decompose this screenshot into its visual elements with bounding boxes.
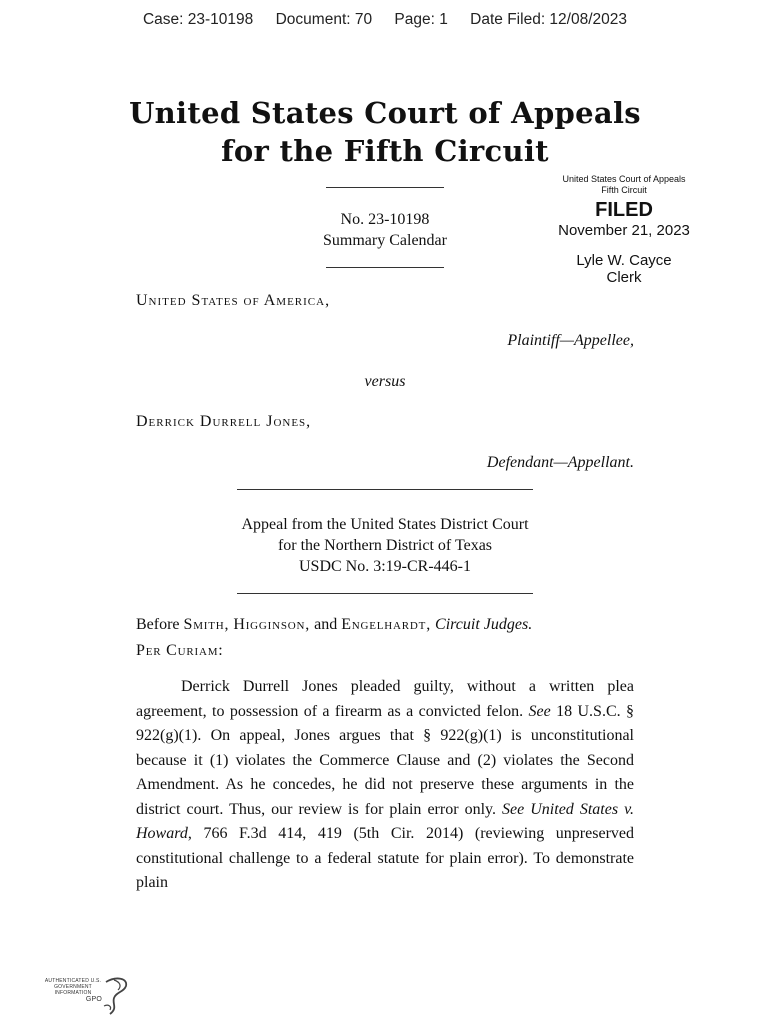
- gpo-authentication-seal: [44, 976, 134, 1018]
- page-number: Page: 1: [394, 11, 448, 28]
- stamp-clerk-title: Clerk: [606, 269, 642, 286]
- opinion-body: [136, 675, 634, 896]
- stamp-court: United States Court of Appeals: [562, 174, 686, 184]
- docket-rule-top: [326, 187, 444, 188]
- docket-calendar: Summary Calendar: [323, 232, 447, 249]
- stamp-clerk-name: Lyle W. Cayce: [576, 252, 672, 269]
- filed-stamp: [548, 174, 700, 287]
- docket-rule-bottom: [326, 267, 444, 268]
- panel-and: and: [314, 616, 338, 633]
- panel-before: Before: [136, 616, 180, 633]
- document-number: Document: 70: [275, 11, 373, 28]
- defendant-role: Defendant—Appellant.: [486, 454, 634, 471]
- appeal-line1: Appeal from the United States District Court: [241, 516, 529, 533]
- stamp-circuit: Fifth Circuit: [601, 185, 647, 195]
- judge-higginson: Higginson,: [233, 616, 311, 633]
- case-number: Case: 23-10198: [142, 11, 254, 28]
- panel-title: Circuit Judges.: [435, 616, 533, 633]
- date-filed: Date Filed: 12/08/2023: [470, 11, 628, 28]
- plaintiff-role: Plaintiff—Appellee,: [507, 332, 634, 349]
- panel-line: [136, 616, 532, 634]
- judge-smith: Smith,: [183, 616, 230, 633]
- gpo-eagle-icon: [44, 976, 134, 1018]
- appeal-line3: USDC No. 3:19-CR-446-1: [298, 558, 471, 575]
- judge-engelhardt: Engelhardt,: [341, 616, 432, 633]
- court-title-line1: United States Court of Appeals: [129, 96, 641, 130]
- stamp-status: FILED: [595, 199, 653, 221]
- per-curiam: Per Curiam:: [136, 642, 224, 659]
- case-header: [0, 11, 770, 29]
- stamp-date: November 21, 2023: [558, 222, 690, 239]
- versus-label: versus: [364, 373, 406, 390]
- defendant-name: Derrick Durrell Jones,: [136, 413, 312, 430]
- gpo-seal-text: AUTHENTICATED U.S. GOVERNMENT INFORMATION GPO: [44, 978, 102, 1003]
- appeal-rule-top: [237, 489, 533, 490]
- appeal-rule-bottom: [237, 593, 533, 594]
- opinion-paragraph: Derrick Durrell Jones pleaded guilty, without a written plea agreement, to possession of a firearm as a convicted felon. See 18 U.S.C. § 922(g)(1). On appeal, Jones argues that § 922(g)(1) is unconstitutional because it (1) violates the Commerce Clause and (2) violates the Second Amendment. As he concedes, he did not preserve these arguments in the district court. Thus, our review is for plain error only. See United States v. Howard, 766 F.3d 414, 419 (5th Cir. 2014) (reviewing unpreserved constitutional challenge to a federal statute for plain error). To demonstrate plain: [136, 678, 635, 891]
- appeal-line2: for the Northern District of Texas: [277, 537, 493, 554]
- court-title-line2: for the Fifth Circuit: [221, 134, 549, 168]
- plaintiff-name: United States of America,: [136, 292, 331, 309]
- docket-number: No. 23-10198: [340, 211, 430, 228]
